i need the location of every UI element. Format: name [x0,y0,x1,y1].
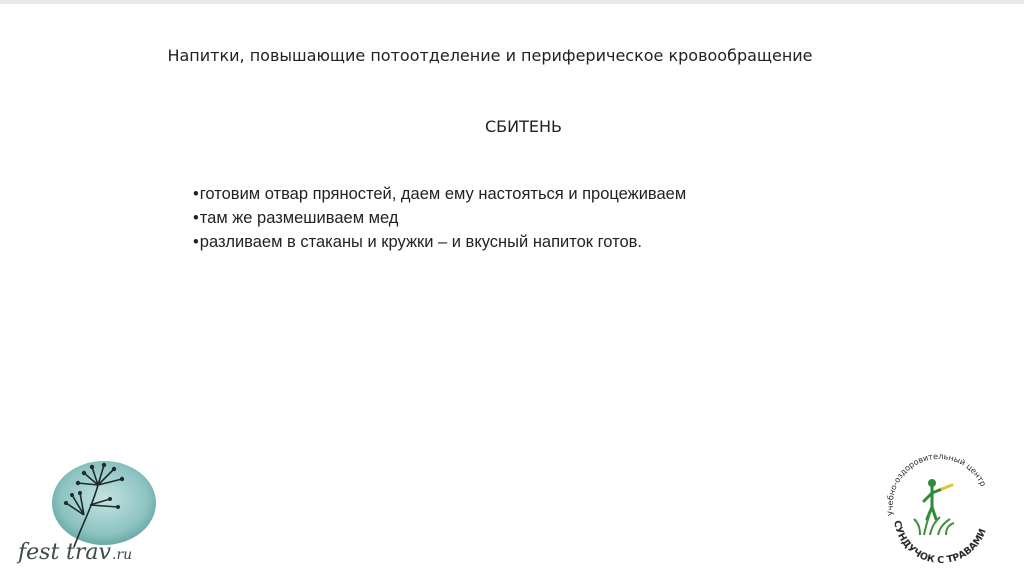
bullet-text: там же размешиваем мед [199,209,399,227]
logo-arc-bottom: СУНДУЧОК С ТРАВАМИ [891,519,989,565]
festtrav-logo [14,455,164,567]
herb-figure-icon [914,479,954,535]
bullet-list [193,182,686,254]
bullet-text: разливаем в стаканы и кружки – и вкусный напиток готов. [199,233,642,251]
slide-heading: Напитки, повышающие потоотделение и периферическое кровообращение [167,46,813,65]
logo-text-ru: .ru [112,547,133,563]
logo-text-fest: fest [18,540,60,565]
svg-text:СУНДУЧОК С ТРАВАМИ [891,520,989,565]
bullet-text: готовим отвар пряностей, даем ему настояться и процеживаем [199,185,687,203]
list-item [193,206,686,230]
list-item [193,182,686,206]
bullet-marker: • [193,233,199,251]
slide-title: СБИТЕНЬ [485,117,563,136]
top-border [0,0,1024,4]
sunduchok-logo [880,447,998,565]
bullet-marker: • [193,209,199,227]
logo-arc-top: Учебно-оздоровительный центр [885,451,988,517]
bullet-marker: • [193,185,199,203]
svg-text:Учебно-оздоровительный центр [886,452,988,516]
list-item [193,230,686,254]
logo-text-trav: trav [66,540,111,565]
